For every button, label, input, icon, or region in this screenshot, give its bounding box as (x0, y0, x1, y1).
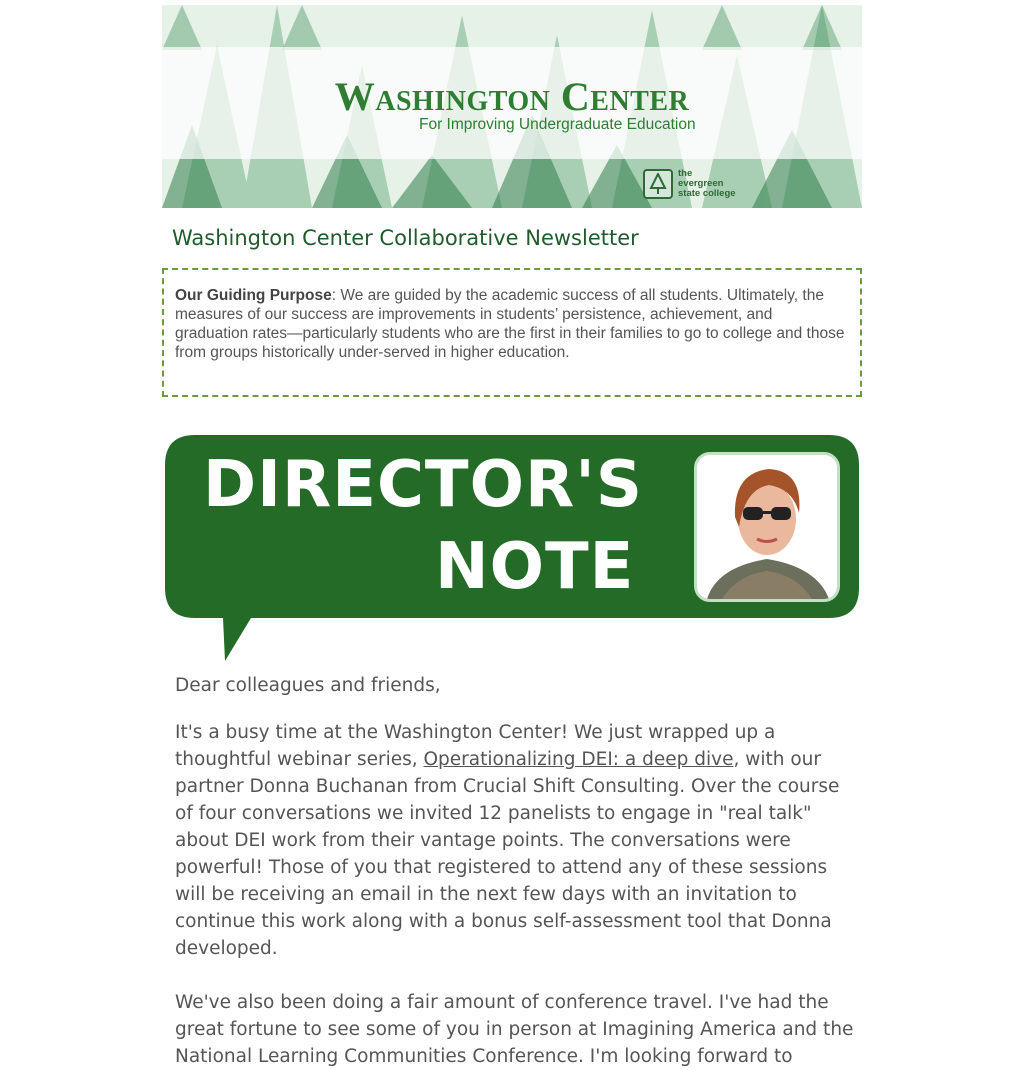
newsletter-body (175, 672, 855, 1070)
paragraph-webinar (175, 719, 855, 962)
newsletter-title: Washington Center Collaborative Newsletter (172, 226, 639, 250)
evergreen-tree-icon (643, 169, 673, 199)
purpose-text: : We are guided by the academic success of all students. Ultimately, the measures of our success are improvements in students’ persistence, achievement, and graduation rates—particularly students who are the first in their families to go to college and those from groups historically under-served in higher education. (175, 287, 845, 361)
directors-note-line1: DIRECTOR'S (203, 448, 643, 522)
banner-title: Washington Center (334, 74, 690, 119)
greeting: Dear colleagues and friends, (175, 675, 441, 696)
college-name: the evergreen state college (678, 168, 736, 199)
webinar-series-link[interactable]: Operationalizing DEI: a deep dive (423, 749, 734, 770)
purpose-label: Our Guiding Purpose (175, 287, 332, 304)
college-logo[interactable] (643, 167, 736, 201)
guiding-purpose-box (162, 268, 862, 397)
header-banner (162, 5, 862, 208)
paragraph-webinar-end: , with our partner Donna Buchanan from Crucial Shift Consulting. Over the course of four conversations we invited 12 panelists to engage in "real talk" about DEI work from their vantage points. The conversations were powerful! Those of you that registered to attend any of these sessions will be receiving an email in the next few days with an invitation to continue this work along with a bonus self-assessment tool that Donna developed. (175, 749, 840, 959)
paragraph-webinar-start: It's a busy time at the Washington Center! We just wrapped up a thoughtful webinar series, (175, 722, 776, 770)
directors-note-line2: NOTE (435, 530, 635, 604)
banner-subtitle: For Improving Undergraduate Education (419, 116, 696, 133)
director-portrait (694, 452, 840, 602)
paragraph-conference: We've also been doing a fair amount of conference travel. I've had the great fortune to see some of you in person at Imagining America and the National Learning Communities Conference. I'm looking forward to (175, 992, 854, 1067)
